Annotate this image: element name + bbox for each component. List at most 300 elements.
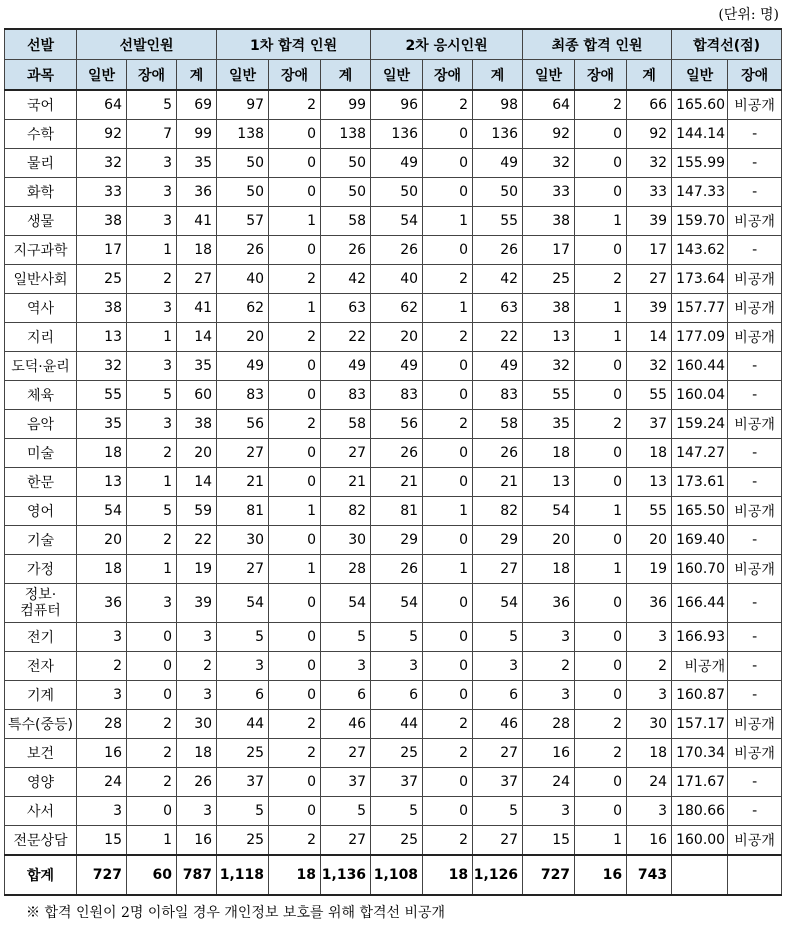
table-row [5,797,782,826]
sel-disabled-cell: 0 [127,652,177,681]
fin-general-cell: 13 [523,323,575,352]
p1-general-cell: 27 [217,439,269,468]
fin-general-cell: 18 [523,555,575,584]
header-disabled: 장애 [127,60,177,91]
fin-total-cell: 18 [627,739,672,768]
cutline-general-cell: 159.24 [672,410,728,439]
p1-total-cell: 6 [321,681,371,710]
sel-total-cell: 19 [177,555,217,584]
header-disabled: 장애 [423,60,473,91]
e2-disabled-cell: 2 [423,90,473,120]
cutline-disabled-cell: - [728,439,782,468]
subject-cell: 기술 [5,526,77,555]
subject-cell: 지구과학 [5,236,77,265]
e2-total-cell: 98 [473,90,523,120]
e2-total-cell: 21 [473,468,523,497]
p1-general-cell: 37 [217,768,269,797]
p1-total-cell: 5 [321,623,371,652]
p1-total-cell: 30 [321,526,371,555]
e2-general-cell: 49 [371,352,423,381]
sel-general-cell: 33 [77,178,127,207]
sel-general-cell: 18 [77,439,127,468]
cutline-general-cell [672,855,728,895]
p1-disabled-cell: 0 [269,468,321,497]
fin-disabled-cell: 0 [575,120,627,149]
e2-general-cell: 62 [371,294,423,323]
p1-general-cell: 6 [217,681,269,710]
sel-disabled-cell: 0 [127,623,177,652]
e2-general-cell: 56 [371,410,423,439]
fin-disabled-cell: 0 [575,468,627,497]
subject-cell: 역사 [5,294,77,323]
sel-disabled-cell: 5 [127,90,177,120]
fin-general-cell: 64 [523,90,575,120]
e2-total-cell: 5 [473,797,523,826]
cutline-disabled-cell: - [728,526,782,555]
subject-cell: 합계 [5,855,77,895]
subject-cell: 미술 [5,439,77,468]
cutline-general-cell: 171.67 [672,768,728,797]
cutline-disabled-cell: - [728,120,782,149]
e2-disabled-cell: 2 [423,826,473,856]
p1-general-cell: 5 [217,623,269,652]
p1-disabled-cell: 0 [269,584,321,623]
subject-cell: 영양 [5,768,77,797]
e2-total-cell: 5 [473,623,523,652]
p1-general-cell: 97 [217,90,269,120]
p1-disabled-cell: 0 [269,236,321,265]
e2-general-cell: 37 [371,768,423,797]
p1-total-cell: 26 [321,236,371,265]
e2-total-cell: 63 [473,294,523,323]
table-row [5,739,782,768]
fin-disabled-cell: 0 [575,623,627,652]
sel-total-cell: 18 [177,739,217,768]
p1-total-cell: 58 [321,207,371,236]
cutline-disabled-cell: - [728,381,782,410]
fin-general-cell: 20 [523,526,575,555]
cutline-disabled-cell: - [728,652,782,681]
fin-general-cell: 54 [523,497,575,526]
sel-disabled-cell: 2 [127,526,177,555]
table-row [5,555,782,584]
e2-total-cell: 49 [473,149,523,178]
fin-total-cell: 18 [627,439,672,468]
fin-general-cell: 33 [523,178,575,207]
fin-disabled-cell: 1 [575,497,627,526]
p1-disabled-cell: 2 [269,739,321,768]
cutline-disabled-cell: - [728,178,782,207]
sel-disabled-cell: 2 [127,739,177,768]
fin-disabled-cell: 2 [575,710,627,739]
e2-total-cell: 37 [473,768,523,797]
cutline-disabled-cell: - [728,352,782,381]
subject-cell: 가정 [5,555,77,584]
e2-disabled-cell: 0 [423,797,473,826]
table-row [5,381,782,410]
e2-total-cell: 6 [473,681,523,710]
fin-total-cell: 20 [627,526,672,555]
fin-disabled-cell: 0 [575,768,627,797]
header-first-pass: 1차 합격 인원 [217,29,371,60]
cutline-disabled-cell: - [728,768,782,797]
sel-general-cell: 32 [77,149,127,178]
fin-disabled-cell: 0 [575,797,627,826]
cutline-general-cell: 155.99 [672,149,728,178]
unit-label: (단위: 명) [718,7,779,23]
header-subject-sub: 과목 [5,60,77,91]
fin-general-cell: 16 [523,739,575,768]
p1-disabled-cell: 0 [269,797,321,826]
fin-general-cell: 25 [523,265,575,294]
cutline-general-cell: 165.50 [672,497,728,526]
p1-general-cell: 81 [217,497,269,526]
sel-disabled-cell: 2 [127,439,177,468]
sel-general-cell: 3 [77,797,127,826]
header-final-pass: 최종 합격 인원 [523,29,672,60]
subject-cell: 국어 [5,90,77,120]
p1-general-cell: 50 [217,149,269,178]
subject-cell: 사서 [5,797,77,826]
fin-total-cell: 66 [627,90,672,120]
cutline-general-cell: 180.66 [672,797,728,826]
table-row [5,410,782,439]
subject-cell: 체육 [5,381,77,410]
cutline-disabled-cell: 비공개 [728,294,782,323]
header-general: 일반 [217,60,269,91]
header-disabled: 장애 [269,60,321,91]
fin-general-cell: 727 [523,855,575,895]
cutline-general-cell: 157.17 [672,710,728,739]
e2-total-cell: 26 [473,439,523,468]
cutline-disabled-cell: 비공개 [728,497,782,526]
fin-disabled-cell: 1 [575,207,627,236]
fin-general-cell: 36 [523,584,575,623]
sel-disabled-cell: 5 [127,381,177,410]
cutline-general-cell: 177.09 [672,323,728,352]
table-row [5,497,782,526]
sel-general-cell: 17 [77,236,127,265]
table-row [5,710,782,739]
cutline-general-cell: 157.77 [672,294,728,323]
cutline-general-cell: 159.70 [672,207,728,236]
fin-total-cell: 92 [627,120,672,149]
fin-total-cell: 13 [627,468,672,497]
e2-general-cell: 6 [371,681,423,710]
header-subject: 선발 [5,29,77,60]
fin-disabled-cell: 1 [575,826,627,856]
subject-line: 정보· [24,587,57,603]
p1-disabled-cell: 0 [269,623,321,652]
fin-disabled-cell: 0 [575,236,627,265]
cutline-general-cell: 144.14 [672,120,728,149]
fin-disabled-cell: 0 [575,584,627,623]
cutline-disabled-cell: - [728,468,782,497]
fin-total-cell: 3 [627,681,672,710]
cutline-disabled-cell: - [728,797,782,826]
p1-disabled-cell: 2 [269,265,321,294]
p1-general-cell: 54 [217,584,269,623]
e2-disabled-cell: 18 [423,855,473,895]
header-general: 일반 [371,60,423,91]
p1-disabled-cell: 2 [269,826,321,856]
p1-disabled-cell: 0 [269,149,321,178]
fin-total-cell: 39 [627,294,672,323]
table-row [5,681,782,710]
cutline-general-cell: 160.70 [672,555,728,584]
p1-general-cell: 20 [217,323,269,352]
e2-disabled-cell: 1 [423,555,473,584]
fin-general-cell: 92 [523,120,575,149]
sel-general-cell: 35 [77,410,127,439]
p1-total-cell: 27 [321,826,371,856]
cutline-disabled-cell: - [728,149,782,178]
header-total: 계 [473,60,523,91]
p1-disabled-cell: 0 [269,652,321,681]
fin-total-cell: 3 [627,623,672,652]
sel-disabled-cell: 3 [127,207,177,236]
e2-total-cell: 27 [473,555,523,584]
p1-total-cell: 83 [321,381,371,410]
sel-total-cell: 36 [177,178,217,207]
e2-disabled-cell: 0 [423,468,473,497]
e2-general-cell: 1,108 [371,855,423,895]
e2-general-cell: 5 [371,623,423,652]
sel-total-cell: 20 [177,439,217,468]
fin-disabled-cell: 0 [575,652,627,681]
sel-disabled-cell: 3 [127,149,177,178]
cutline-disabled-cell [728,855,782,895]
table-row [5,178,782,207]
sel-disabled-cell: 2 [127,265,177,294]
e2-general-cell: 26 [371,439,423,468]
sel-general-cell: 13 [77,468,127,497]
p1-total-cell: 49 [321,352,371,381]
table-row [5,468,782,497]
cutline-disabled-cell: - [728,681,782,710]
e2-disabled-cell: 0 [423,439,473,468]
fin-disabled-cell: 2 [575,410,627,439]
sel-general-cell: 3 [77,681,127,710]
fin-general-cell: 13 [523,468,575,497]
cutline-disabled-cell: - [728,236,782,265]
e2-total-cell: 55 [473,207,523,236]
p1-total-cell: 82 [321,497,371,526]
sel-total-cell: 59 [177,497,217,526]
e2-disabled-cell: 2 [423,410,473,439]
header-total: 계 [627,60,672,91]
sel-total-cell: 41 [177,294,217,323]
header-row-2 [5,60,782,91]
fin-disabled-cell: 0 [575,439,627,468]
fin-total-cell: 24 [627,768,672,797]
e2-disabled-cell: 2 [423,739,473,768]
fin-disabled-cell: 0 [575,681,627,710]
results-table [4,28,782,896]
fin-general-cell: 3 [523,623,575,652]
fin-general-cell: 3 [523,797,575,826]
fin-total-cell: 32 [627,149,672,178]
cutline-general-cell: 비공개 [672,652,728,681]
fin-general-cell: 2 [523,652,575,681]
sel-general-cell: 15 [77,826,127,856]
sel-total-cell: 38 [177,410,217,439]
sel-disabled-cell: 2 [127,768,177,797]
cutline-general-cell: 147.27 [672,439,728,468]
sel-general-cell: 13 [77,323,127,352]
cutline-disabled-cell: 비공개 [728,90,782,120]
sel-total-cell: 26 [177,768,217,797]
fin-total-cell: 55 [627,381,672,410]
e2-general-cell: 20 [371,323,423,352]
p1-general-cell: 62 [217,294,269,323]
sel-disabled-cell: 3 [127,294,177,323]
sel-disabled-cell: 2 [127,710,177,739]
fin-total-cell: 17 [627,236,672,265]
p1-disabled-cell: 18 [269,855,321,895]
sel-total-cell: 22 [177,526,217,555]
sel-general-cell: 727 [77,855,127,895]
sel-general-cell: 25 [77,265,127,294]
p1-general-cell: 21 [217,468,269,497]
table-row [5,207,782,236]
sel-general-cell: 55 [77,381,127,410]
fin-disabled-cell: 0 [575,381,627,410]
fin-total-cell: 19 [627,555,672,584]
e2-disabled-cell: 0 [423,149,473,178]
sel-total-cell: 60 [177,381,217,410]
p1-total-cell: 99 [321,90,371,120]
e2-disabled-cell: 0 [423,120,473,149]
sel-total-cell: 3 [177,797,217,826]
fin-total-cell: 3 [627,797,672,826]
p1-total-cell: 50 [321,178,371,207]
e2-disabled-cell: 0 [423,178,473,207]
fin-total-cell: 14 [627,323,672,352]
p1-general-cell: 26 [217,236,269,265]
p1-disabled-cell: 0 [269,439,321,468]
subject-cell: 수학 [5,120,77,149]
fin-disabled-cell: 2 [575,90,627,120]
sel-disabled-cell: 3 [127,352,177,381]
subject-cell: 기계 [5,681,77,710]
subject-cell: 지리 [5,323,77,352]
subject-cell: 전자 [5,652,77,681]
fin-total-cell: 743 [627,855,672,895]
p1-disabled-cell: 2 [269,323,321,352]
p1-general-cell: 30 [217,526,269,555]
fin-disabled-cell: 1 [575,323,627,352]
table-row [5,526,782,555]
cutline-disabled-cell: 비공개 [728,826,782,856]
e2-total-cell: 50 [473,178,523,207]
e2-general-cell: 5 [371,797,423,826]
sel-general-cell: 3 [77,623,127,652]
sel-total-cell: 3 [177,681,217,710]
table-row [5,294,782,323]
p1-general-cell: 25 [217,826,269,856]
sel-total-cell: 99 [177,120,217,149]
sel-general-cell: 28 [77,710,127,739]
e2-disabled-cell: 0 [423,381,473,410]
p1-general-cell: 56 [217,410,269,439]
fin-general-cell: 55 [523,381,575,410]
sel-disabled-cell: 3 [127,584,177,623]
e2-total-cell: 1,126 [473,855,523,895]
fin-disabled-cell: 0 [575,526,627,555]
fin-general-cell: 32 [523,149,575,178]
subject-cell [5,584,77,623]
cutline-disabled-cell: 비공개 [728,710,782,739]
sel-disabled-cell: 0 [127,681,177,710]
e2-total-cell: 42 [473,265,523,294]
sel-general-cell: 16 [77,739,127,768]
sel-general-cell: 20 [77,526,127,555]
fin-total-cell: 32 [627,352,672,381]
e2-total-cell: 58 [473,410,523,439]
subject-cell: 물리 [5,149,77,178]
table-body [5,90,782,895]
p1-general-cell: 49 [217,352,269,381]
p1-total-cell: 1,136 [321,855,371,895]
fin-general-cell: 18 [523,439,575,468]
sel-disabled-cell: 60 [127,855,177,895]
p1-total-cell: 58 [321,410,371,439]
p1-general-cell: 1,118 [217,855,269,895]
table-row [5,236,782,265]
p1-disabled-cell: 1 [269,555,321,584]
table-row [5,265,782,294]
p1-general-cell: 40 [217,265,269,294]
e2-general-cell: 29 [371,526,423,555]
fin-total-cell: 30 [627,710,672,739]
header-general: 일반 [672,60,728,91]
fin-disabled-cell: 2 [575,739,627,768]
subject-cell: 화학 [5,178,77,207]
fin-total-cell: 27 [627,265,672,294]
e2-disabled-cell: 2 [423,710,473,739]
table-row [5,90,782,120]
e2-general-cell: 83 [371,381,423,410]
sel-total-cell: 14 [177,323,217,352]
fin-general-cell: 38 [523,207,575,236]
fin-disabled-cell: 0 [575,352,627,381]
table-row [5,584,782,623]
sel-total-cell: 2 [177,652,217,681]
sel-total-cell: 69 [177,90,217,120]
table-row [5,768,782,797]
p1-total-cell: 63 [321,294,371,323]
subject-cell: 전기 [5,623,77,652]
e2-total-cell: 83 [473,381,523,410]
table-row [5,652,782,681]
sel-total-cell: 18 [177,236,217,265]
sel-disabled-cell: 1 [127,323,177,352]
e2-disabled-cell: 0 [423,681,473,710]
subject-cell: 한문 [5,468,77,497]
sel-disabled-cell: 0 [127,797,177,826]
e2-total-cell: 46 [473,710,523,739]
header-row-1 [5,29,782,60]
cutline-general-cell: 147.33 [672,178,728,207]
fin-disabled-cell: 0 [575,178,627,207]
p1-total-cell: 46 [321,710,371,739]
sel-disabled-cell: 1 [127,826,177,856]
e2-disabled-cell: 0 [423,768,473,797]
p1-disabled-cell: 0 [269,352,321,381]
e2-disabled-cell: 2 [423,265,473,294]
sel-general-cell: 54 [77,497,127,526]
